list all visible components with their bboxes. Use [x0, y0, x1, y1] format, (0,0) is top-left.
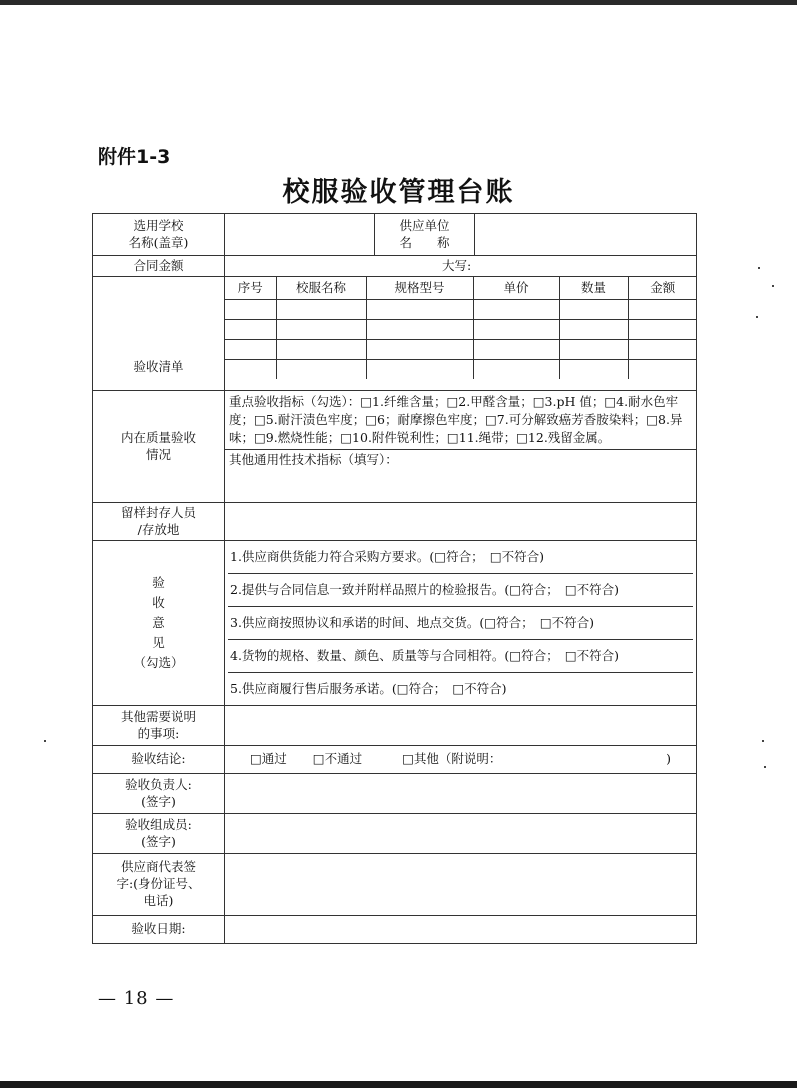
- col-header-amount: 金额: [628, 277, 697, 300]
- other-indicators-text[interactable]: 其他通用性技术指标（填写）：: [225, 449, 696, 471]
- team-signature-field[interactable]: [225, 814, 697, 854]
- conclusion-other-checkbox[interactable]: □其他（附说明：: [402, 751, 502, 767]
- opinion-list: [225, 541, 697, 706]
- scan-speck: [758, 267, 760, 269]
- table-row[interactable]: [225, 360, 697, 380]
- scan-speck: [762, 740, 764, 742]
- table-row[interactable]: [225, 320, 697, 340]
- col-header-unit-price: 单价: [473, 277, 559, 300]
- inspection-items-table: [225, 277, 697, 379]
- scan-speck: [756, 316, 758, 318]
- quality-label: 内在质量验收 情况: [93, 391, 225, 503]
- supplier-name-label: 供应单位 名 称: [375, 214, 475, 256]
- scan-edge-top: [0, 0, 797, 5]
- school-name-field[interactable]: [225, 214, 375, 256]
- row-quality: [93, 391, 697, 503]
- other-notes-field[interactable]: [225, 706, 697, 746]
- amount-in-words-label: 大写:: [442, 257, 472, 273]
- supplier-rep-label: 供应商代表签 字:(身份证号、 电话): [93, 854, 225, 916]
- inspection-header-row: [225, 277, 697, 300]
- page-title: 校服验收管理台账: [282, 177, 515, 208]
- opinion-item[interactable]: 3.供应商按照协议和承诺的时间、地点交货。(□符合； □不符合): [228, 606, 693, 639]
- opinion-label: 验 收 意 见 （勾选）: [93, 541, 225, 706]
- inspection-list-label: 验收清单: [93, 277, 225, 391]
- opinion-item[interactable]: 1.供应商供货能力符合采购方要求。(□符合； □不符合): [230, 549, 545, 564]
- conclusion-pass-checkbox[interactable]: □通过: [250, 751, 287, 767]
- row-responsible: [93, 774, 697, 814]
- row-team: [93, 814, 697, 854]
- opinion-item[interactable]: 5.供应商履行售后服务承诺。(□符合； □不符合): [228, 672, 693, 705]
- row-sample: [93, 503, 697, 541]
- opinion-item[interactable]: 2.提供与合同信息一致并附样品照片的检验报告。(□符合； □不符合): [228, 573, 693, 606]
- attachment-label: 附件1-3: [98, 146, 171, 168]
- contract-amount-field[interactable]: [225, 256, 697, 277]
- row-school-supplier: [93, 214, 697, 256]
- col-header-uniform-name: 校服名称: [276, 277, 366, 300]
- scan-speck: [772, 285, 774, 287]
- row-date: [93, 916, 697, 944]
- row-opinions: [93, 541, 697, 706]
- row-contract-amount: [93, 256, 697, 277]
- scan-speck: [764, 766, 766, 768]
- responsible-signature-field[interactable]: [225, 774, 697, 814]
- col-header-spec: 规格型号: [366, 277, 473, 300]
- conclusion-fail-checkbox[interactable]: □不通过: [312, 751, 363, 767]
- conclusion-options: [225, 746, 697, 774]
- other-notes-label: 其他需要说明 的事项:: [93, 706, 225, 746]
- school-name-label: 选用学校 名称(盖章): [93, 214, 225, 256]
- sample-storage-label: 留样封存人员 /存放地: [93, 503, 225, 541]
- contract-amount-label: 合同金额: [93, 256, 225, 277]
- acceptance-ledger-table: [92, 213, 697, 944]
- row-conclusion: [93, 746, 697, 774]
- date-label: 验收日期:: [93, 916, 225, 944]
- row-other-notes: [93, 706, 697, 746]
- col-header-seq: 序号: [225, 277, 276, 300]
- key-indicators-text[interactable]: 重点验收指标（勾选）：□1.纤维含量；□2.甲醛含量；□3.pH 值；□4.耐水色牢度；□5.耐汗渍色牢度；□6；耐摩擦色牢度；□7.可分解致癌芳香胺染料；□8.异味；□9.燃烧性能；□10.附件锐利性；□11.绳带；□12.残留金属。: [229, 394, 683, 445]
- col-header-quantity: 数量: [559, 277, 628, 300]
- conclusion-other-close: ): [666, 751, 671, 767]
- table-row[interactable]: [225, 300, 697, 320]
- row-inspection-list: [93, 277, 697, 391]
- conclusion-label: 验收结论:: [93, 746, 225, 774]
- opinion-item[interactable]: 4.货物的规格、数量、颜色、质量等与合同相符。(□符合； □不符合): [228, 639, 693, 672]
- supplier-name-field[interactable]: [475, 214, 697, 256]
- page-number: — 18 —: [98, 988, 175, 1009]
- scan-edge-bottom: [0, 1081, 797, 1088]
- scan-speck: [44, 740, 46, 742]
- date-field[interactable]: [225, 916, 697, 944]
- responsible-label: 验收负责人: (签字): [93, 774, 225, 814]
- team-members-label: 验收组成员: (签字): [93, 814, 225, 854]
- table-row[interactable]: [225, 340, 697, 360]
- inspection-list-cell: [225, 277, 697, 391]
- sample-storage-field[interactable]: [225, 503, 697, 541]
- supplier-rep-field[interactable]: [225, 854, 697, 916]
- quality-cell: [225, 391, 697, 503]
- row-supplier-rep: [93, 854, 697, 916]
